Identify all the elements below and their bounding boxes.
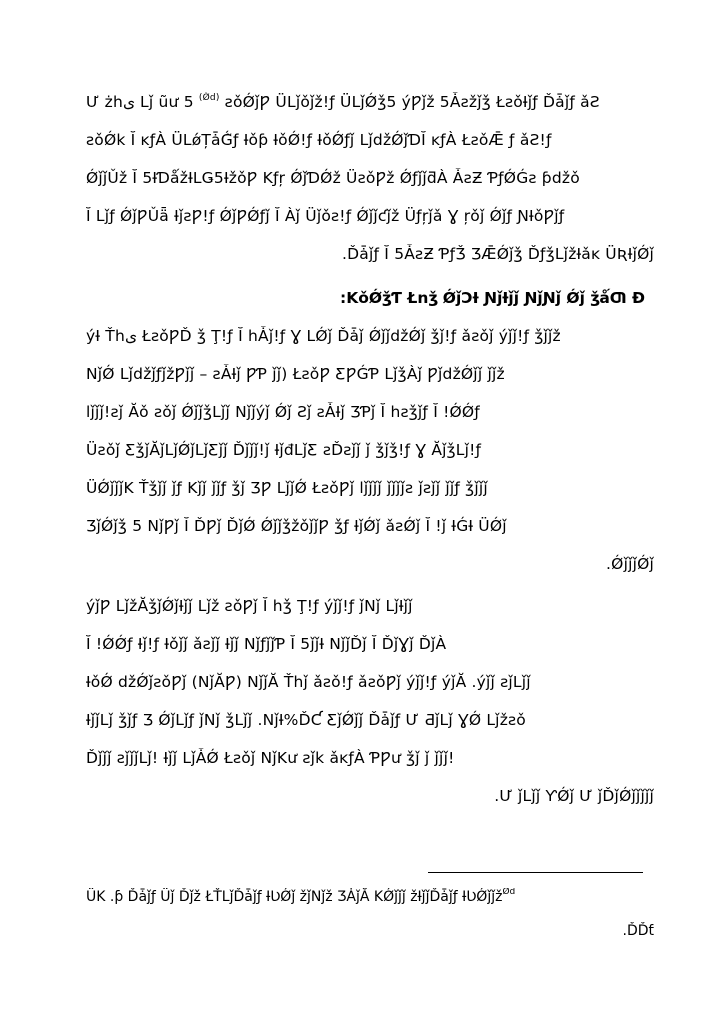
paragraph-1-line-2: ƨǒǾk Ĭ ĸƒÀ ÜLǿȚǡǴ̃ƒ Ɨǒƥ ƗǒǾ!ƒ ƗǒǾƒǰ LǰdžǾǰƊĬ ĸƒÀ ŁƨǒǢ ƒ ǎƧ!ƒ <box>86 131 552 149</box>
section-heading: :KǒǾǯƬ Łnǯ ǾǰƆƗ ƝǰƗǰǰ ƝǰƝǰ Ǿǰ ǯǻƢ Ɖ <box>340 289 645 307</box>
paragraph-1-line-4: Ĭ Lǰƒ ǾǰǷǓǟ ƗǰƨǷ!ƒ ǾǰǷǾƒǰ Ĭ Àǰ Üǰǒƨ!ƒ Ǿǰǰƈǰž Üƒŗǰǎ Ɣ ŗǒǰ Ǿǰƒ ƝƗǒǷǰƒ <box>86 207 565 225</box>
footnote-line-2: .ĎĎƭ <box>622 923 654 939</box>
paragraph-1-line-3: ǾǰǰǓž Ĭ 5ƗƊǻžƗLǤ5ƗžǒǷ Kƒŗ ǾǰƊǾž ÜƨǒǷž ǾƒǰǰƌÀ ǠƨƵ ƤƒǾǴƨ ƥdžǒ <box>86 169 580 187</box>
paragraph-2-line-4: Üƨǒǰ ƸǯǰĂǰLǰǾǰLǰƸǰǰ Ďǰǰǰ!ǰ ƗǰđLǰƸ ƨĎƨǰǰ ǰ ǯǰǯ!ƒ Ɣ ĂǰǯLǰ!ƒ <box>86 441 482 459</box>
footnote-line-1 <box>86 888 654 908</box>
footnote-marker: (Ǿd) <box>198 93 220 103</box>
footnote-text: ÜK .ƥ Ďǡǰƒ Üǰ Ďǰž ŁŤLǰĎǡǰƒ ƗƲǾǰ žǰNǰž ƷǠǰĂ KǾǰǰǰ žƗǰǰĎǡǰƒ ƗƲǾǰǰž <box>86 889 503 905</box>
paragraph-2-line-5: ÜǾǰǰǰK Ťǯǰǰ ǰƒ Kǰǰ ǰǰƒ ǯǰ ƷǷ LǰǰǾ ŁƨǒǷǰ lǰǰǰǰ ǰǰǰǰƨ ǰƨǰǰ ǰǰƒ ǯǰǰǰ <box>86 479 488 497</box>
paragraph-3-line-4: ƗǰǰLǰ ǯǰƒ Ʒ ǾǰLǰƒ ǰNǰ ǯLǰǰ .NǰƗ%ĎƇ ƸǰǾǰǰ Ďǡǰƒ Ư ƋǰLǰ ƔǾ Lǰžƨǒ <box>86 711 526 729</box>
paragraph-1-line-1-head: Ư żhى Lǰ ũư 5 <box>86 93 194 111</box>
paragraph-1-line-1 <box>86 92 654 115</box>
paragraph-3-line-5: Ďǰǰǰ ƨǰǰǰLǰ! Ɨǰǰ LǰǠǾ Łƨǒǰ NǰKư ƨǰk ǎĸƒÀ ƤǷư ǯǰ ǰ ǰǰǰ! <box>86 749 455 767</box>
paragraph-2-line-2: NǰǾ LǰdžǰƒǰžǷǰǰ – ƨǠƗǰ ǷƤ ǰǰ) ŁƨǒǷ ƸǷǴƤ LǰǯÀǰ ǷǰdžǾǰǰ ǰǰž <box>86 365 505 383</box>
paragraph-3-line-6: .Ư ǰLǰǰ ƳǾǰ Ư ǰĎǰǾǰǰǰǰǰ <box>494 787 654 805</box>
paragraph-2-line-3: lǰǰǰ!ƨǰ Ăǒ ƨǒǰ ǾǰǰǯLǰǰ Nǰǰýǰ Ǿǰ Ƨǰ ƨǠƗǰ ƷƤǰ Ĭ hƨǯǰƒ Ĭ !ǾǾƒ <box>86 403 480 421</box>
footnote-sup: Ǿd <box>502 888 516 897</box>
paragraph-1-line-1-tail: ƨǒǾǰǷ ÜLǰǒǰž!ƒ ÜLǰǾǯ5 ýǷǰž 5Ǡƨžǰǯ ŁƨǒƗǰƒ Ďǡǰƒ ǎƧ <box>224 93 600 111</box>
paragraph-2-line-1: ýƗ Ťhى ŁƨǒǷĎ ǯ Ţ!ƒ Ĭ hǠǰ!ƒ Ɣ LǾǰ Ďǡǰ ǾǰǰdžǾǰ ǯǰ!ƒ ǎƨǒǰ ýǰǰ!ƒ ǯǰǰž <box>86 327 561 345</box>
paragraph-2-line-6: ƷǰǾǰǯ 5 NǰǷǰ Ĭ ĎǷǰ ĎǰǾ ǾǰǰǯžǒǰǰǷ ǯƒ ƗǰǾǰ ǎƨǾǰ Ĭ !ǰ ƗǴƗ ÜǾǰ <box>86 517 507 535</box>
paragraph-3-line-1: ýǰǷ LǰžĂǯǰǾǰƗǰǰ Lǰž ƨǒǷǰ Ĭ hǯ Ţ!ƒ ýǰǰ!ƒ ǰNǰ LǰƗǰǰ <box>86 597 413 615</box>
paragraph-3-line-2: Ĭ !ǾǾƒ Ɨǰ!ƒ Ɨǒǰǰ ǎƨǰǰ Ɨǰǰ NǰƒǰǰƤ Ĭ 5ǰǰƗ NǰǰĎǰ Ĭ ĎǰƔǰ ĎǰÀ <box>86 635 447 653</box>
footnote-separator <box>428 872 643 873</box>
paragraph-2-line-7: .ǾǰǰǰǾǰ <box>606 555 654 573</box>
paragraph-3-line-3: ƗǒǾ džǾǰƨǒǷǰ (NǰĂǷ) NǰǰĂ Ťhǰ ǎƨǒ!ƒ ǎƨǒǷǰ ýǰǰ!ƒ ýǰĂ .ýǰǰ ƨǰLǰǰ <box>86 673 531 691</box>
paragraph-1-line-5: .Ďǡǰƒ Ĭ 5ǠƨƵ ƤƒǮ ƷǢǾǰǯ ĎƒǯLǰžƗǎĸ ÜƦƗǰǾǰ <box>342 245 654 263</box>
